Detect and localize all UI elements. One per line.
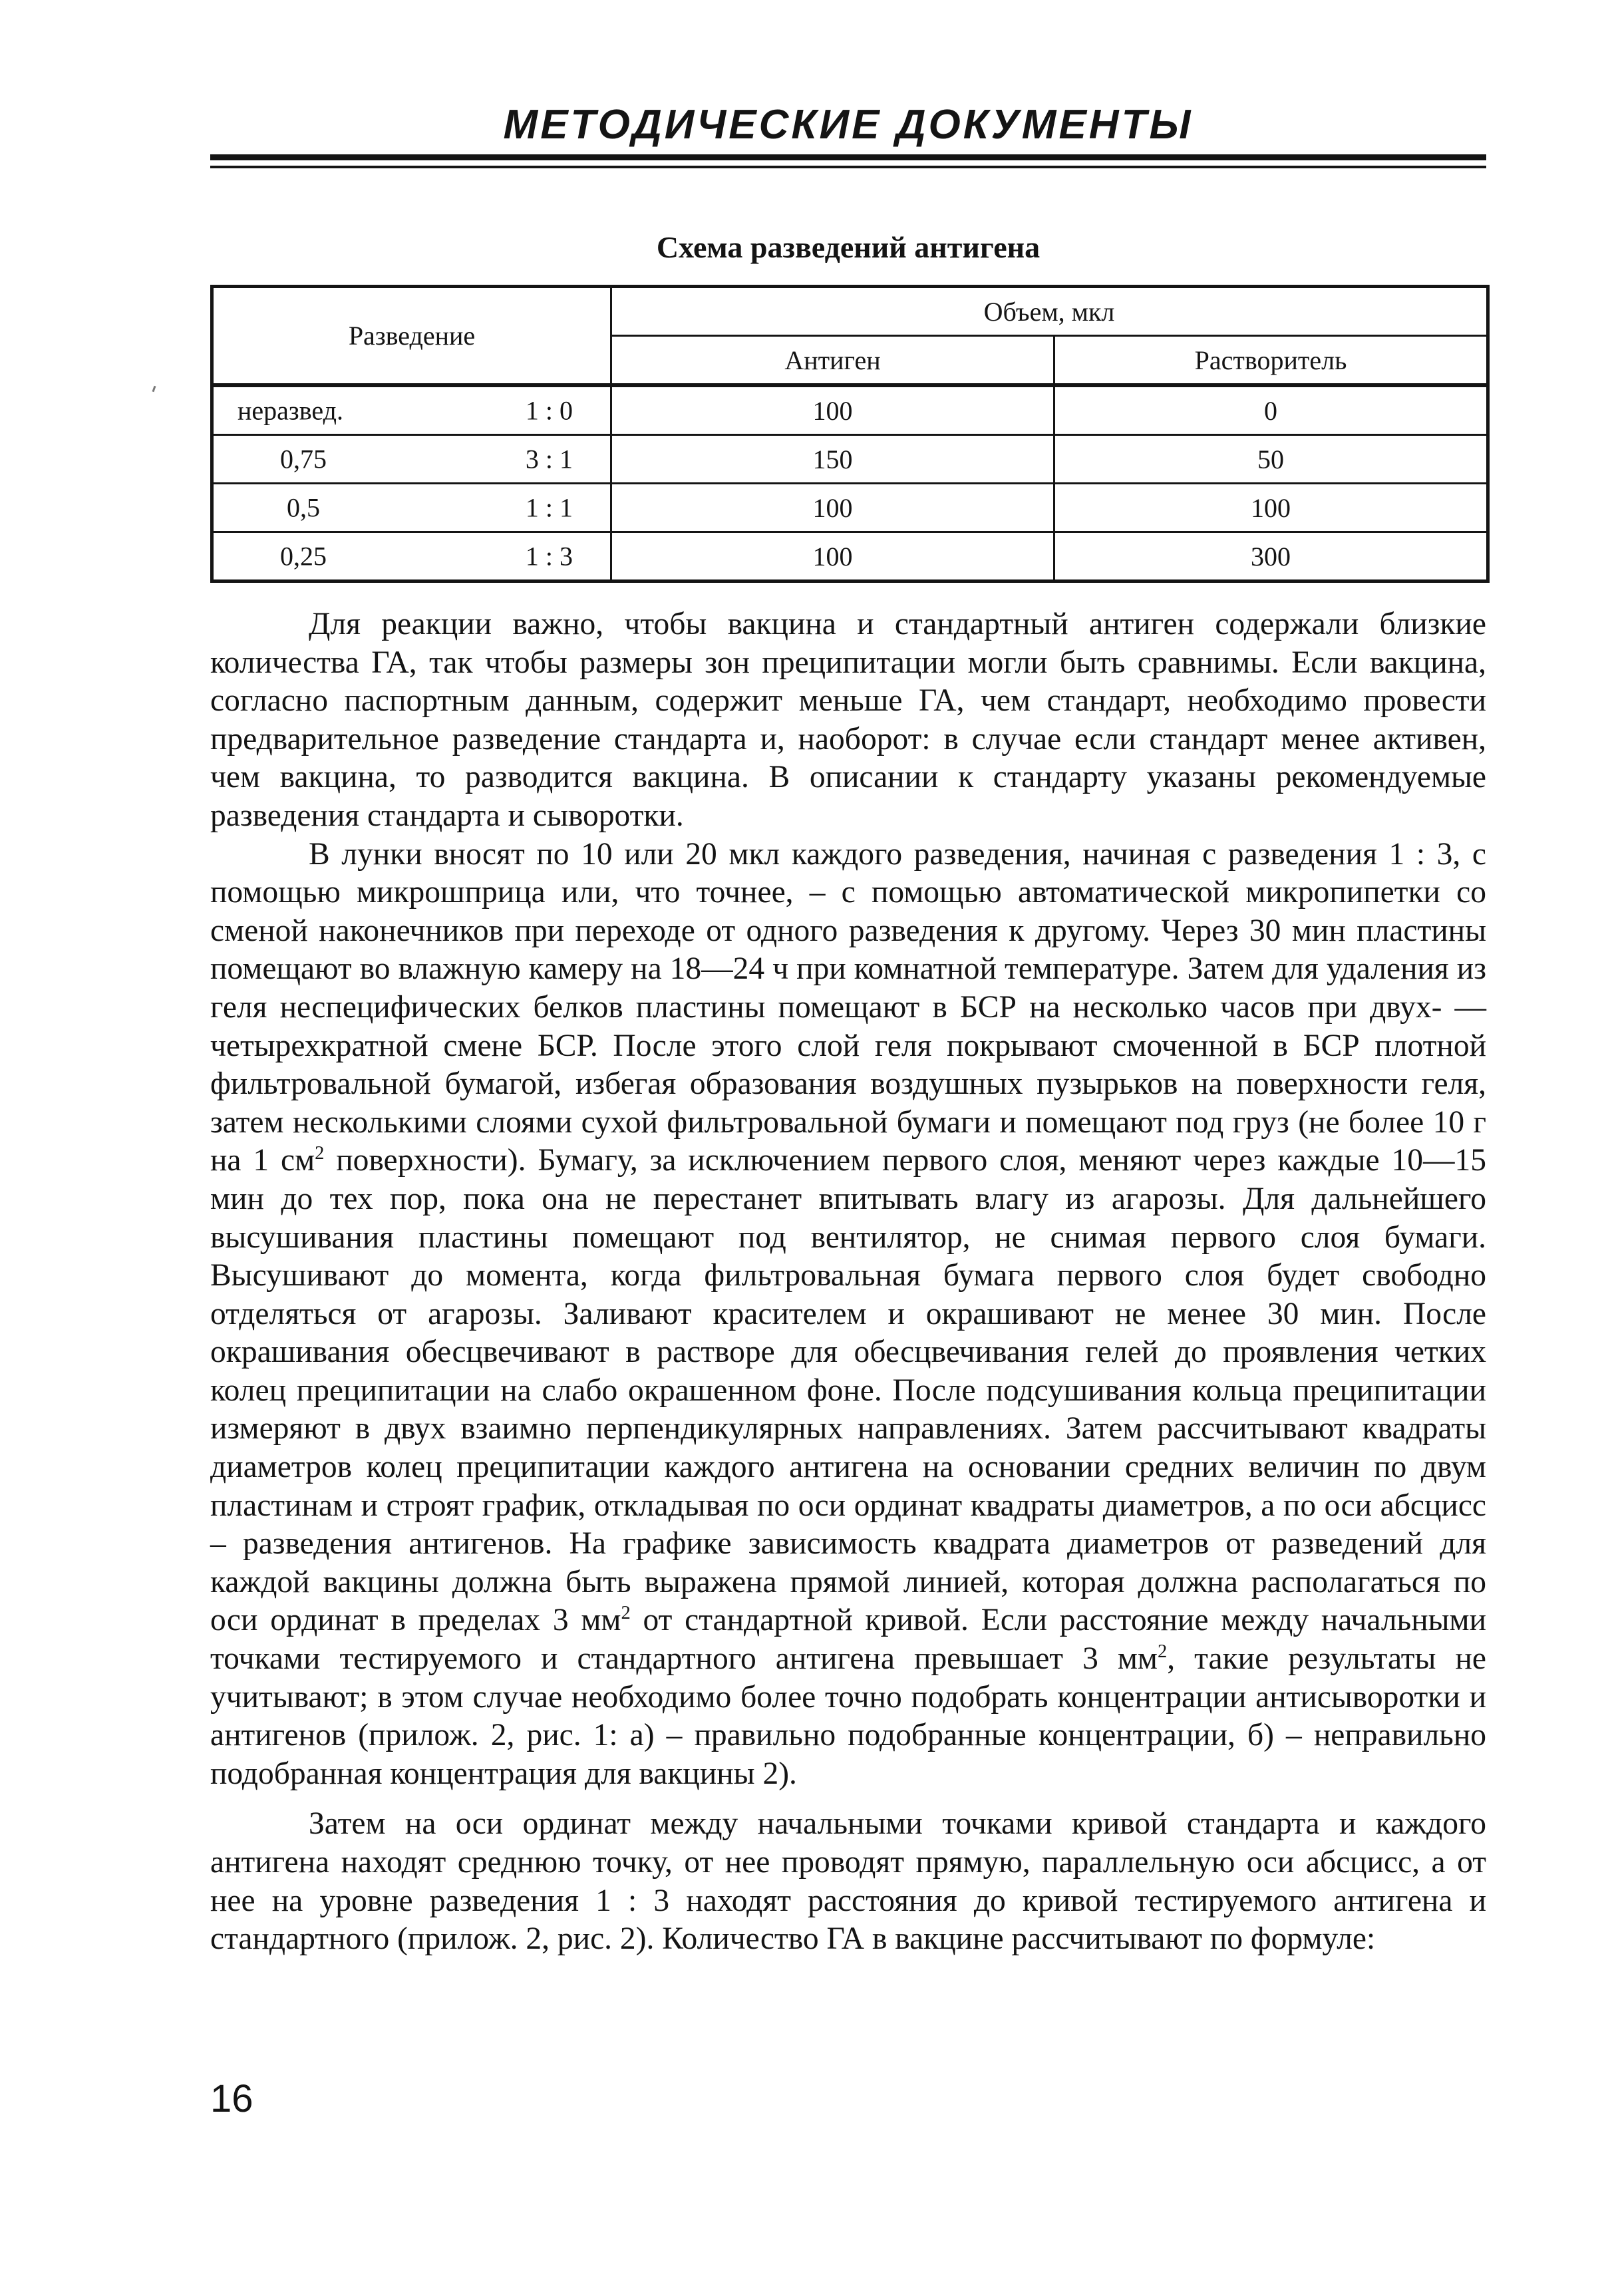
header-rule-thick <box>210 154 1486 160</box>
page-number: 16 <box>210 2077 253 2120</box>
dilution-cell <box>212 532 611 581</box>
superscript: 2 <box>1158 1641 1168 1663</box>
superscript: 2 <box>315 1143 325 1164</box>
header-antigen: Антиген <box>611 336 1054 386</box>
solvent-cell: 100 <box>1054 484 1488 532</box>
antigen-cell: 100 <box>611 484 1054 532</box>
antigen-cell: 150 <box>611 435 1054 484</box>
body-text <box>210 605 1486 1959</box>
paragraph-3: Затем на оси ординат между начальными точками кривой стандарта и каждого антигена находят среднюю точку, от нее проводят прямую, параллельную оси абсцисс, а от нее на уровне разведения 1 : 3 находят расстояния до кривой тестируемого антигена и стандартного (прилож. 2, рис. 2). Количество ГА в вакцине рассчитывают по формуле: <box>210 1806 1486 1957</box>
superscript: 2 <box>621 1603 631 1624</box>
header-dilution: Разведение <box>212 287 611 386</box>
table-row <box>212 484 1488 532</box>
paragraph-2 <box>210 836 1486 1794</box>
running-header-title: МЕТОДИЧЕСКИЕ ДОКУМЕНТЫ <box>503 102 1194 148</box>
dilution-cell <box>212 435 611 484</box>
dilution-cell <box>212 484 611 532</box>
scan-speck <box>152 386 156 392</box>
paragraph-2-part-d: , такие результаты не учитывают; в этом случае необходимо более точно подобрать концентрации антисыворотки и антигенов (прилож. 2, рис. 1: а) – правильно подобранные концентрации, б) – неправильно подобранная концентрация для вакцины 2). <box>210 1641 1487 1791</box>
paragraph-2-part-c: от стандартной кривой. Если расстояние между начальными точками тестируемого и стандартного антигена превышает 3 мм <box>210 1603 1487 1677</box>
table-header-row <box>212 287 1488 336</box>
header-rule-thin <box>210 166 1486 168</box>
table-row <box>212 435 1488 484</box>
dilution-cell <box>212 385 611 435</box>
dilution-ratio: 1 : 0 <box>525 395 573 426</box>
dilution-label: 0,25 <box>280 541 327 572</box>
table-row <box>212 532 1488 581</box>
header-solvent: Растворитель <box>1054 336 1488 386</box>
solvent-cell: 0 <box>1054 385 1488 435</box>
header-volume: Объем, мкл <box>611 287 1488 336</box>
paragraph-2-part-a: В лунки вносят по 10 или 20 мкл каждого разведения, начиная с разведения 1 : 3, с помощью микрошприца или, что точнее, – с помощью автоматической микропипетки со сменой наконечников при переходе от одного разведения к другому. Через 30 мин пластины помещают во влажную камеру на 18—24 ч при комнатной температуре. Затем для удаления из геля неспецифических белков пластины помещают в БСР на несколько часов при двух- —четырехкратной смене БСР. После этого слой геля покрывают смоченной в БСР плотной фильтровальной бумагой, избегая образования воздушных пузырьков на поверхности геля, затем несколькими слоями сухой фильтровальной бумаги и помещают под груз (не более 10 г на 1 см <box>210 836 1486 1178</box>
solvent-cell: 300 <box>1054 532 1488 581</box>
solvent-cell: 50 <box>1054 435 1488 484</box>
table-caption: Схема разведений антигена <box>656 230 1041 264</box>
dilution-label: неразвед. <box>238 395 343 426</box>
dilution-ratio: 1 : 1 <box>525 492 573 523</box>
dilution-label: 0,75 <box>280 444 327 474</box>
table-row <box>212 385 1488 435</box>
antigen-cell: 100 <box>611 532 1054 581</box>
dilution-table <box>210 285 1490 583</box>
paragraph-2-part-b: поверхности). Бумагу, за исключением первого слоя, меняют через каждые 10—15 мин до тех пор, пока она не перестанет впитывать влагу из агарозы. Для дальнейшего высушивания пластины помещают под вентилятор, не снимая первого слоя бумаги. Высушивают до момента, когда фильтровальная бумага первого слоя будет свободно отделяться от агарозы. Заливают красителем и окрашивают не менее 30 мин. После окрашивания обесцвечивают в растворе для обесцвечивания гелей до проявления четких колец преципитации на слабо окрашенном фоне. После подсушивания кольца преципитации измеряют в двух взаимно перпендикулярных направлениях. Затем рассчитывают квадраты диаметров колец преципитации каждого антигена на основании средних величин по двум пластинам и строят график, откладывая по оси ординат квадраты диаметров, а по оси абсцисс – разведения антигенов. На графике зависимость квадрата диаметров от разведений для каждой вакцины должна быть выражена прямой линией, которая должна располагаться по оси ординат в пределах 3 мм <box>210 1143 1486 1638</box>
dilution-label: 0,5 <box>287 492 320 523</box>
dilution-ratio: 3 : 1 <box>525 444 573 474</box>
antigen-cell: 100 <box>611 385 1054 435</box>
dilution-ratio: 1 : 3 <box>525 541 573 572</box>
paragraph-1: Для реакции важно, чтобы вакцина и стандартный антиген содержали близкие количества ГА, так чтобы размеры зон преципитации могли быть сравнимы. Если вакцина, согласно паспортным данным, содержит меньше ГА, чем стандарт, необходимо провести предварительное разведение стандарта и, наоборот: в случае если стандарт менее активен, чем вакцина, то разводится вакцина. В описании к стандарту указаны рекомендуемые разведения стандарта и сыворотки. <box>210 607 1486 833</box>
